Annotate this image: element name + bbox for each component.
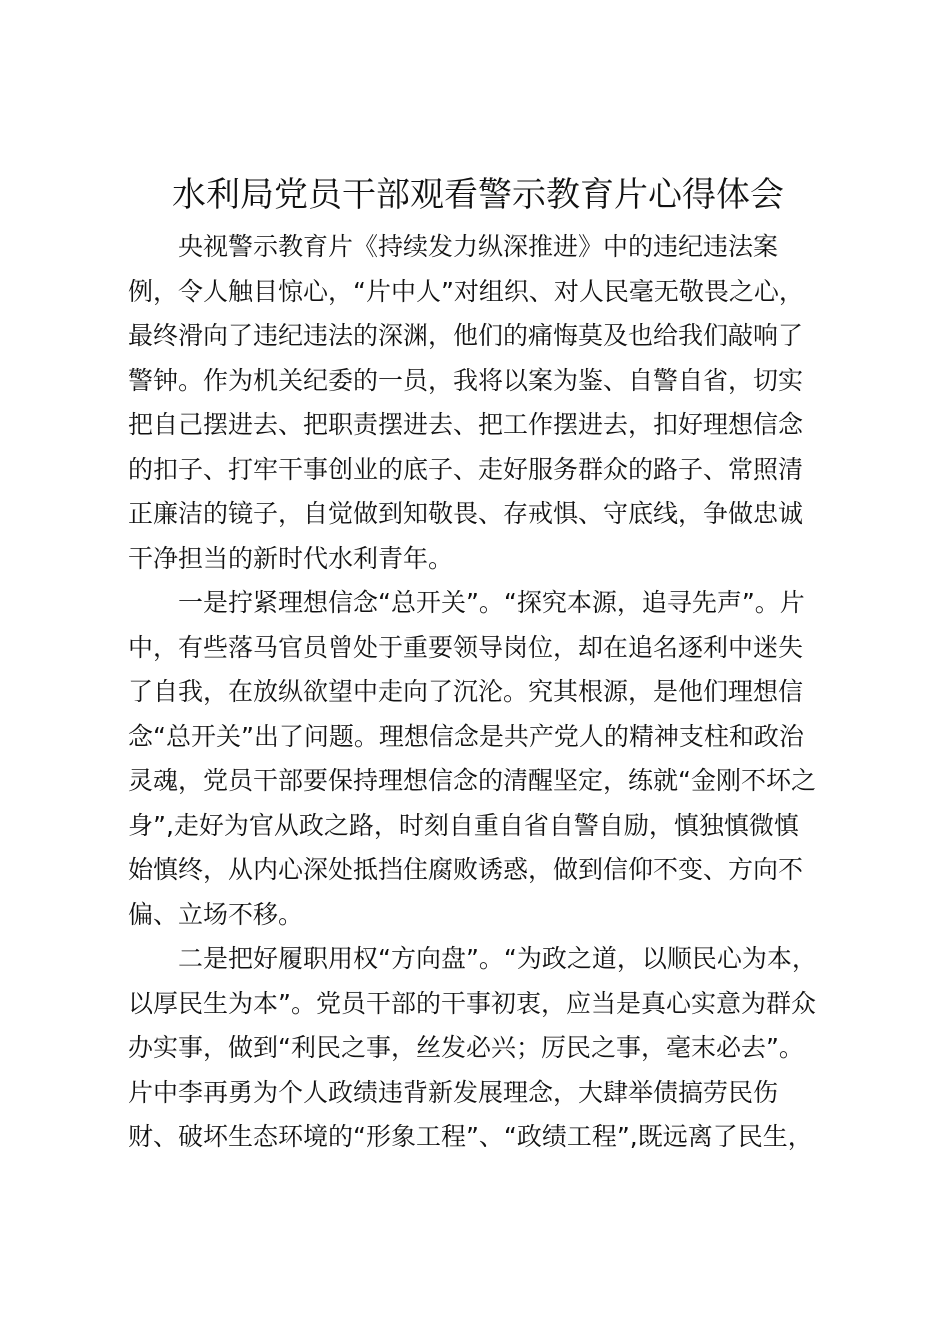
text-line: 干净担当的新时代水利青年。 bbox=[128, 543, 454, 573]
text-line: 偏、立场不移。 bbox=[128, 899, 304, 929]
paragraph-point-two bbox=[128, 937, 828, 1160]
document-body bbox=[128, 225, 828, 1160]
text-line: 念“总开关”出了问题。理想信念是共产党人的精神支柱和政治 bbox=[128, 721, 804, 751]
text-line: 警钟。作为机关纪委的一员，我将以案为鉴、自警自省，切实 bbox=[128, 365, 804, 395]
text-line: 身”,走好为官从政之路，时刻自重自省自警自励，慎独慎微慎 bbox=[128, 810, 799, 840]
text-line: 一是拧紧理想信念“总开关”。“探究本源，追寻先声”。片 bbox=[178, 588, 805, 617]
text-line: 正廉洁的镜子，自觉做到知敬畏、存戒惧、守底线，争做忠诚 bbox=[128, 499, 804, 528]
text-line: 始慎终，从内心深处抵挡住腐败诱惑，做到信仰不变、方向不 bbox=[128, 855, 804, 884]
text-line: 例，令人触目惊心，“片中人”对组织、对人民毫无敬畏之心， bbox=[128, 276, 804, 306]
text-line: 灵魂，党员干部要保持理想信念的清醒坚定，练就“金刚不坏之 bbox=[128, 766, 816, 795]
text-line: 最终滑向了违纪违法的深渊，他们的痛悔莫及也给我们敲响了 bbox=[128, 321, 804, 350]
text-line: 财、破坏生态环境的“形象工程”、“政绩工程”,既远离了民生， bbox=[128, 1122, 813, 1151]
text-line: 办实事，做到“利民之事，丝发必兴；厉民之事，毫末必去”。 bbox=[128, 1033, 804, 1062]
text-line: 央视警示教育片《持续发力纵深推进》中的违纪违法案 bbox=[178, 232, 779, 261]
paragraph-point-one bbox=[128, 581, 828, 937]
document-title: 水利局党员干部观看警示教育片心得体会 bbox=[172, 175, 784, 215]
paragraph-intro bbox=[128, 225, 828, 581]
text-line: 二是把好履职用权“方向盘”。“为政之道，以顺民心为本， bbox=[178, 944, 817, 973]
text-line: 的扣子、打牢干事创业的底子、走好服务群众的路子、常照清 bbox=[128, 454, 804, 484]
text-line: 以厚民生为本”。党员干部的干事初衷，应当是真心实意为群众 bbox=[128, 988, 816, 1018]
text-line: 把自己摆进去、把职责摆进去、把工作摆进去，扣好理想信念 bbox=[128, 410, 804, 439]
text-line: 片中李再勇为个人政绩违背新发展理念，大肆举债搞劳民伤 bbox=[128, 1077, 779, 1107]
text-line: 中，有些落马官员曾处于重要领导岗位，却在追名逐利中迷失 bbox=[128, 632, 804, 662]
text-line: 了自我，在放纵欲望中走向了沉沦。究其根源，是他们理想信 bbox=[128, 677, 804, 706]
